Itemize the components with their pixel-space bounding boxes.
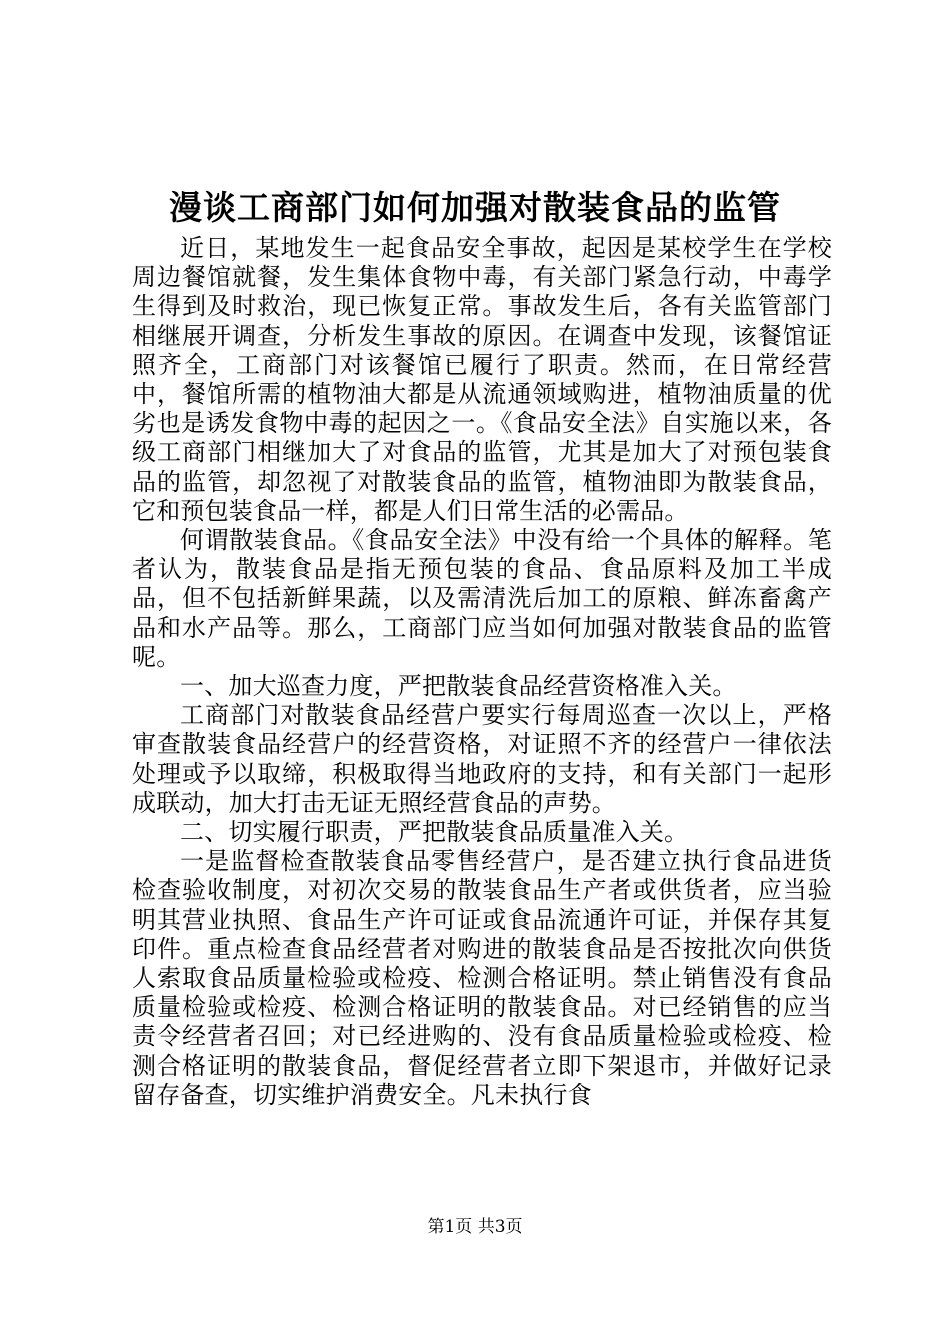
document-title: 漫谈工商部门如何加强对散装食品的监管 (169, 188, 781, 227)
document-body (132, 234, 832, 1110)
page-number-footer: 第1页 共3页 (427, 1217, 523, 1237)
section-heading-2: 二、切实履行职责，严把散装食品质量准入关。 (180, 818, 689, 847)
paragraph-definition: 何谓散装食品。《食品安全法》中没有给一个具体的解释。笔者认为，散装食品是指无预包装的食品、食品原料及加工半成品，但不包括新鲜果蔬，以及需清洗后加工的原粮、鲜冻畜禽产品和水产品等。那么，工商部门应当如何加强对散装食品的监管呢。 (132, 526, 832, 671)
paragraph-inspection: 工商部门对散装食品经营户要实行每周巡查一次以上，严格审查散装食品经营户的经营资格，对证照不齐的经营户一律依法处理或予以取缔，积极取得当地政府的支持，和有关部门一起形成联动，加大打击无证无照经营食品的声势。 (132, 701, 832, 817)
paragraph-incident: 近日，某地发生一起食品安全事故，起因是某校学生在学校周边餐馆就餐，发生集体食物中毒，有关部门紧急行动，中毒学生得到及时救治，现已恢复正常。事故发生后，各有关监管部门相继展开调查，分析发生事故的原因。在调查中发现，该餐馆证照齐全，工商部门对该餐馆已履行了职责。然而，在日常经营中，餐馆所需的植物油大都是从流通领域购进，植物油质量的优劣也是诱发食物中毒的起因之一。《食品安全法》自实施以来，各级工商部门相继加大了对食品的监管，尤其是加大了对预包装食品的监管，却忽视了对散装食品的监管，植物油即为散装食品，它和预包装食品一样，都是人们日常生活的必需品。 (132, 234, 832, 525)
section-heading-1: 一、加大巡查力度，严把散装食品经营资格准入关。 (180, 672, 737, 701)
paragraph-quality-check: 一是监督检查散装食品零售经营户，是否建立执行食品进货检查验收制度，对初次交易的散装食品生产者或供货者，应当验明其营业执照、食品生产许可证或食品流通许可证，并保存其复印件。重点检查食品经营者对购进的散装食品是否按批次向供货人索取食品质量检验或检疫、检测合格证明。禁止销售没有食品质量检验或检疫、检测合格证明的散装食品。对已经销售的应当责令经营者召回；对已经进购的、没有食品质量检验或检疫、检测合格证明的散装食品，督促经营者立即下架退市，并做好记录留存备查，切实维护消费安全。凡未执行食 (132, 847, 832, 1109)
